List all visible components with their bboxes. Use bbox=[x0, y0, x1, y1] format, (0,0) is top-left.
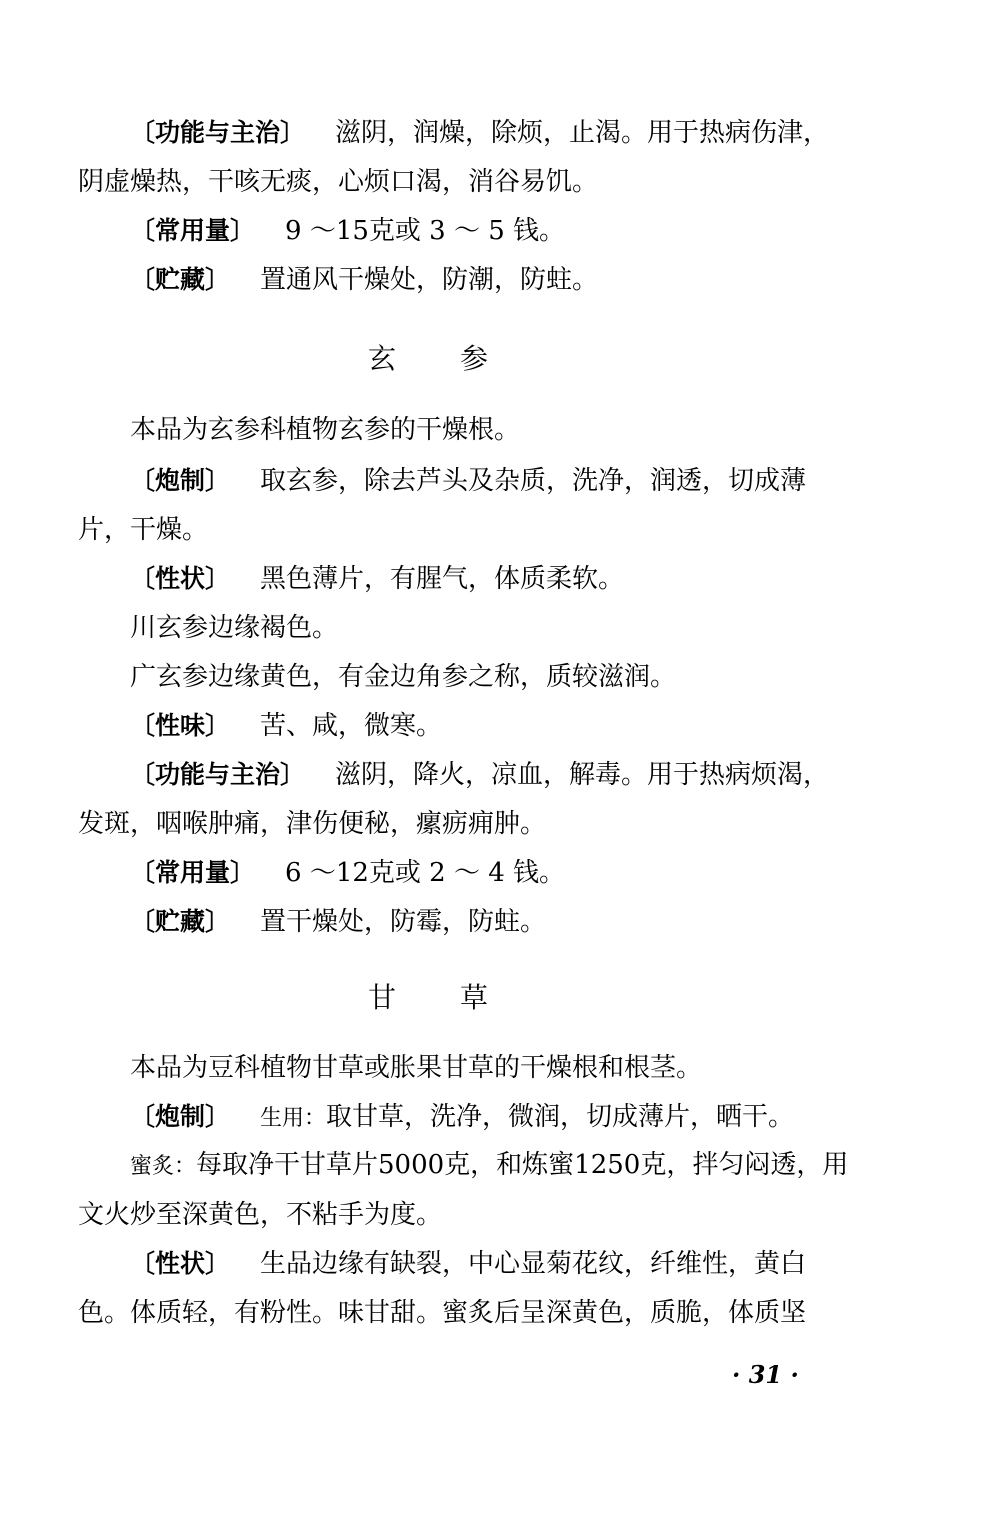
xuanshen-gongneng-paragraph bbox=[78, 750, 853, 849]
xuanshen-xingwei-label: 〔性味〕 bbox=[130, 711, 231, 740]
gancao-sheng-label: 生用： bbox=[260, 1106, 327, 1131]
xuanshen-paozhi-paragraph bbox=[78, 456, 853, 555]
xuanshen-xingzhuang-line bbox=[130, 554, 624, 604]
xuanshen-paozhi-label: 〔炮制〕 bbox=[130, 466, 231, 495]
gongneng-label-1: 〔功能与主治〕 bbox=[130, 118, 306, 147]
xuanshen-xingzhuang-label: 〔性状〕 bbox=[130, 564, 231, 593]
xuanshen-paozhi-text: 取玄参，除去芦头及杂质，洗净，润透，切成薄片，干燥。 bbox=[78, 466, 807, 545]
zhucang-line-1 bbox=[130, 255, 598, 305]
yongliang-line-1 bbox=[130, 206, 565, 256]
gancao-intro: 本品为豆科植物甘草或胀果甘草的干燥根和根茎。 bbox=[130, 1053, 703, 1083]
xuanshen-intro: 本品为玄参科植物玄参的干燥根。 bbox=[130, 415, 521, 445]
section-title-xuanshen: 玄参 bbox=[367, 342, 552, 375]
xuanshen-chuan-line: 川玄参边缘褐色。 bbox=[130, 613, 339, 643]
xuanshen-yongliang-text: 6 ～12克或 2 ～ 4 钱。 bbox=[285, 858, 566, 888]
xuanshen-guang-line: 广玄参边缘黄色，有金边角参之称，质较滋润。 bbox=[130, 662, 677, 692]
gancao-paozhi-line bbox=[130, 1092, 794, 1143]
section-title-gancao: 甘草 bbox=[367, 981, 552, 1014]
gancao-paozhi-text: 取甘草，洗净，微润，切成薄片，晒干。 bbox=[326, 1102, 795, 1132]
xuanshen-zhucang-label: 〔贮藏〕 bbox=[130, 907, 231, 936]
xuanshen-xingzhuang-text: 黑色薄片，有腥气，体质柔软。 bbox=[260, 564, 625, 594]
xuanshen-yongliang-label: 〔常用量〕 bbox=[130, 858, 256, 887]
gongneng-paragraph-1 bbox=[78, 108, 853, 207]
gancao-mizhi-paragraph bbox=[78, 1141, 853, 1240]
gongneng-text-1: 滋阴，润燥，除烦，止渴。用于热病伤津，阴虚燥热，干咳无痰，心烦口渴，消谷易饥。 bbox=[78, 118, 830, 197]
gancao-mizhi-label: 蜜炙： bbox=[130, 1154, 197, 1179]
xuanshen-xingwei-text: 苦、咸，微寒。 bbox=[260, 711, 443, 741]
gancao-mizhi-text: 每取净干甘草片5000克，和炼蜜1250克，拌匀闷透，用文火炒至深黄色，不粘手为度。 bbox=[78, 1150, 849, 1230]
xuanshen-zhucang-text: 置干燥处，防霉，防蛀。 bbox=[260, 907, 547, 937]
xuanshen-zhucang-line bbox=[130, 897, 546, 947]
gancao-xingzhuang-label: 〔性状〕 bbox=[130, 1249, 231, 1278]
xuanshen-gongneng-text: 滋阴，降火，凉血，解毒。用于热病烦渴，发斑，咽喉肿痛，津伤便秘，瘰疬痈肿。 bbox=[78, 760, 830, 839]
zhucang-label-1: 〔贮藏〕 bbox=[130, 265, 231, 294]
yongliang-text-1: 9 ～15克或 3 ～ 5 钱。 bbox=[285, 216, 566, 246]
xuanshen-gongneng-label: 〔功能与主治〕 bbox=[130, 760, 306, 789]
yongliang-label-1: 〔常用量〕 bbox=[130, 216, 256, 245]
gancao-paozhi-label: 〔炮制〕 bbox=[130, 1102, 231, 1131]
gancao-xingzhuang-text: 生品边缘有缺裂，中心显菊花纹，纤维性，黄白色。体质轻，有粉性。味甘甜。蜜炙后呈深黄色，质脆，体质坚 bbox=[78, 1249, 807, 1328]
xuanshen-yongliang-line bbox=[130, 848, 565, 898]
page-number: · 31 · bbox=[732, 1360, 799, 1389]
zhucang-text-1: 置通风干燥处，防潮，防蛀。 bbox=[260, 265, 599, 295]
gancao-xingzhuang-paragraph bbox=[78, 1239, 853, 1338]
xuanshen-xingwei-line bbox=[130, 701, 442, 751]
